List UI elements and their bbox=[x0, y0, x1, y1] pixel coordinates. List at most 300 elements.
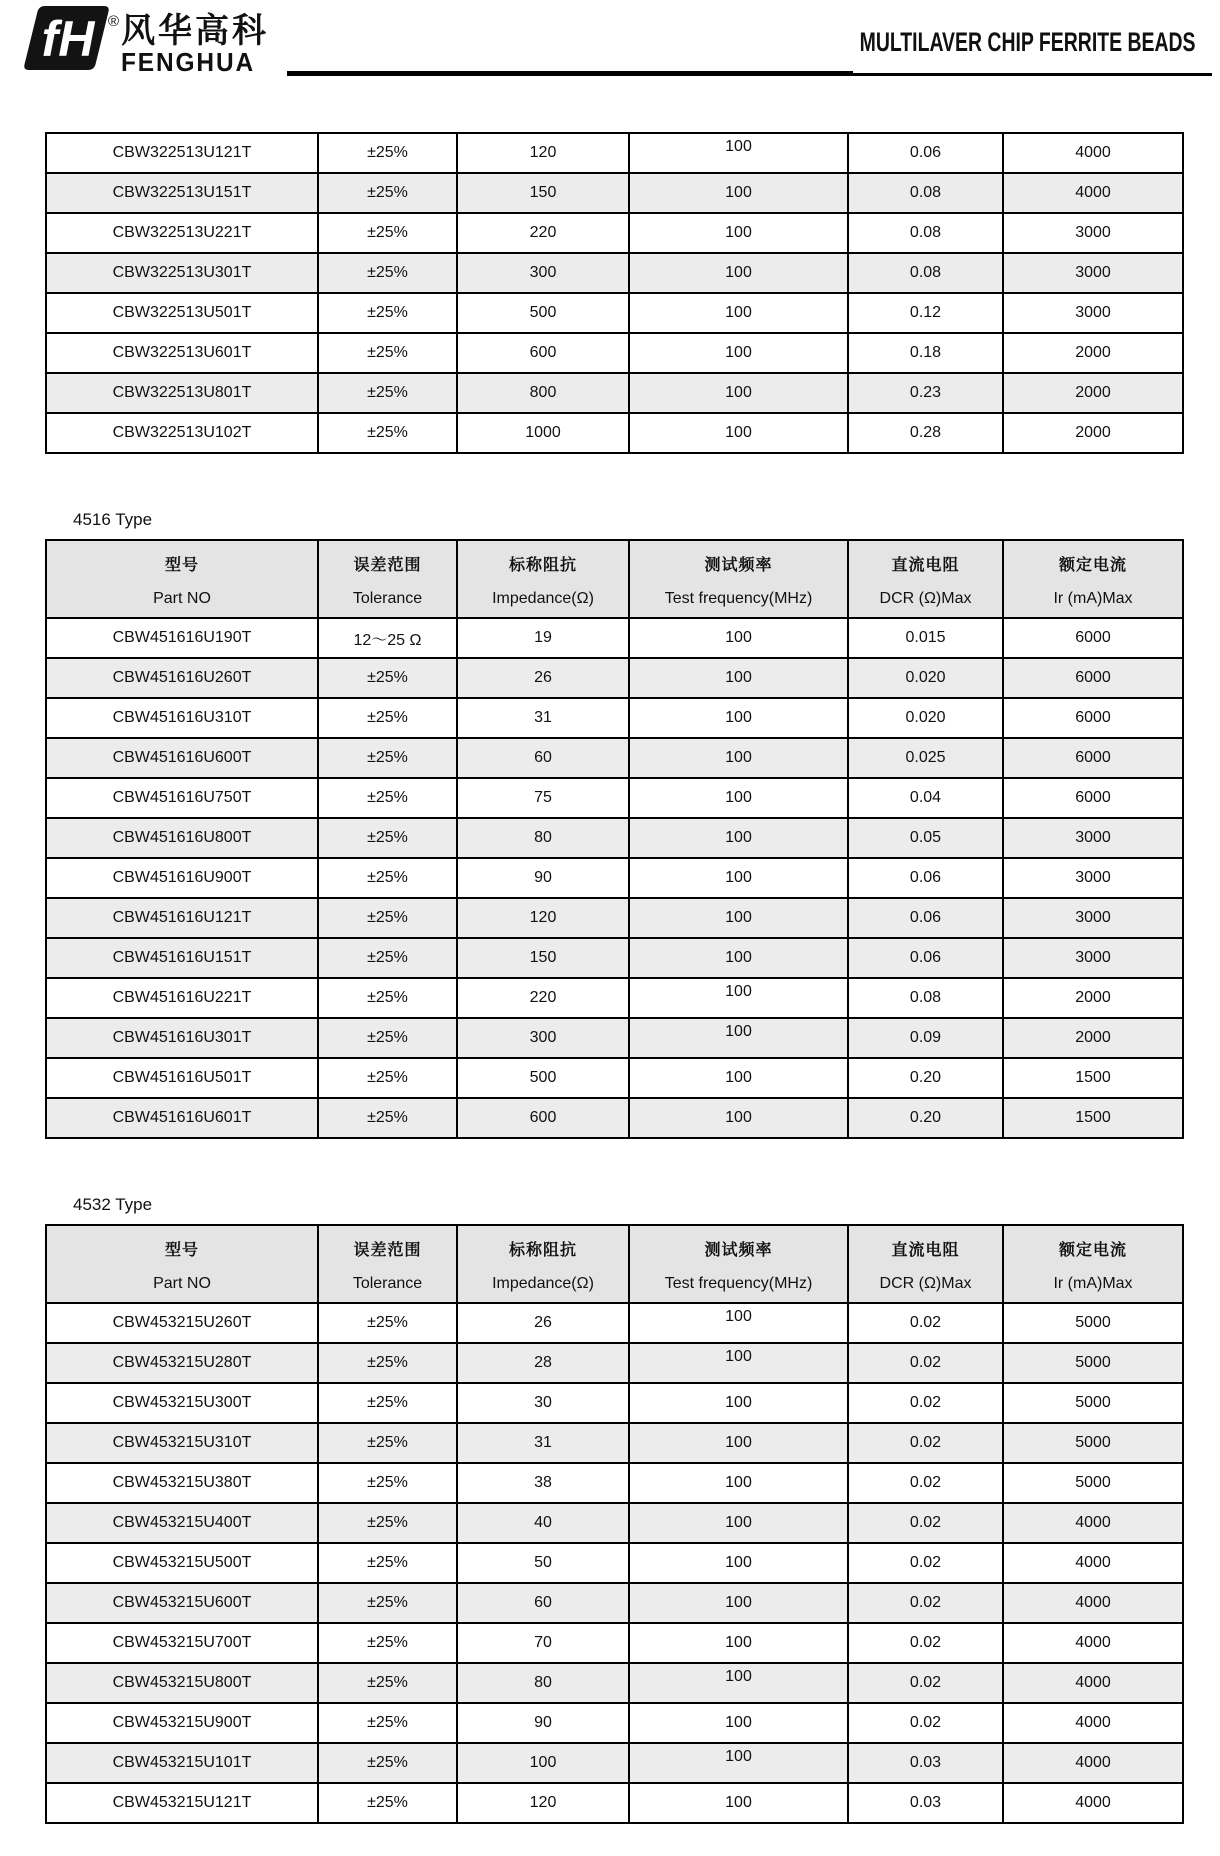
cell-tolerance bbox=[318, 1543, 457, 1583]
cell-impedance bbox=[457, 658, 629, 698]
cell-text: 100 bbox=[529, 1754, 557, 1771]
cell-text: 0.12 bbox=[909, 304, 942, 321]
cell-text: CBW322513U501T bbox=[112, 304, 252, 321]
cell-tolerance bbox=[318, 1503, 457, 1543]
cell-dcr bbox=[848, 253, 1003, 293]
cell-text: 2000 bbox=[1075, 424, 1111, 441]
cell-text: CBW451616U121T bbox=[112, 909, 252, 926]
cell-tolerance bbox=[318, 1663, 457, 1703]
cell-text: 100 bbox=[725, 1514, 752, 1531]
cell-text: 600 bbox=[529, 344, 557, 361]
cell-text: CBW322513U102T bbox=[112, 424, 252, 441]
cell-text: 100 bbox=[725, 1634, 752, 1651]
cell-tolerance bbox=[318, 1343, 457, 1383]
cell-text: 4000 bbox=[1075, 1514, 1111, 1531]
cell-ir bbox=[1003, 978, 1183, 1018]
cell-frequency bbox=[629, 373, 848, 413]
col-header-chinese: 误差范围 bbox=[353, 557, 422, 574]
table-row bbox=[46, 1303, 1183, 1343]
brand-name-chinese: 风华高科 bbox=[121, 12, 270, 50]
cell-part bbox=[46, 1423, 318, 1463]
cell-tolerance bbox=[318, 1098, 457, 1138]
cell-part bbox=[46, 938, 318, 978]
cell-impedance bbox=[457, 1503, 629, 1543]
cell-frequency bbox=[629, 133, 848, 173]
cell-impedance bbox=[457, 1783, 629, 1823]
cell-text: 4000 bbox=[1075, 144, 1111, 161]
table-row bbox=[46, 898, 1183, 938]
cell-impedance bbox=[457, 253, 629, 293]
cell-text: 300 bbox=[529, 264, 557, 281]
cell-text: 0.03 bbox=[909, 1794, 942, 1811]
cell-text: 4000 bbox=[1075, 1714, 1111, 1731]
svg-text:fH: fH bbox=[41, 11, 95, 67]
cell-dcr bbox=[848, 333, 1003, 373]
column-header-row bbox=[46, 540, 1183, 618]
cell-text: ±25% bbox=[367, 1514, 408, 1531]
cell-text: 26 bbox=[534, 1314, 552, 1331]
cell-tolerance bbox=[318, 373, 457, 413]
cell-tolerance bbox=[318, 1303, 457, 1343]
cell-ir bbox=[1003, 658, 1183, 698]
cell-ir bbox=[1003, 213, 1183, 253]
cell-text: 3000 bbox=[1075, 869, 1111, 886]
cell-frequency bbox=[629, 1383, 848, 1423]
cell-text: 0.02 bbox=[909, 1474, 942, 1491]
cell-ir bbox=[1003, 738, 1183, 778]
cell-dcr bbox=[848, 1303, 1003, 1343]
cell-ir bbox=[1003, 1303, 1183, 1343]
cell-ir bbox=[1003, 938, 1183, 978]
cell-text: 1500 bbox=[1075, 1109, 1111, 1126]
spec-table-4516 bbox=[45, 539, 1184, 1139]
cell-dcr bbox=[848, 1463, 1003, 1503]
cell-part bbox=[46, 373, 318, 413]
cell-text: 100 bbox=[725, 184, 752, 201]
cell-text: 100 bbox=[725, 424, 752, 441]
cell-impedance bbox=[457, 978, 629, 1018]
table-row bbox=[46, 698, 1183, 738]
cell-frequency bbox=[629, 1343, 848, 1383]
cell-text: ±25% bbox=[367, 1314, 408, 1331]
cell-part bbox=[46, 1663, 318, 1703]
cell-text: ±25% bbox=[367, 424, 408, 441]
cell-ir bbox=[1003, 1423, 1183, 1463]
col-header-english: Test frequency(MHz) bbox=[664, 590, 813, 607]
table-row bbox=[46, 618, 1183, 658]
cell-text: 28 bbox=[534, 1354, 552, 1371]
cell-impedance bbox=[457, 698, 629, 738]
cell-part bbox=[46, 1783, 318, 1823]
cell-text: 100 bbox=[725, 1794, 752, 1811]
col-header-chinese: 额定电流 bbox=[1058, 557, 1127, 574]
cell-impedance bbox=[457, 1423, 629, 1463]
cell-text: 30 bbox=[534, 1394, 552, 1411]
cell-text: 0.02 bbox=[909, 1434, 942, 1451]
col-header-ir bbox=[1003, 1225, 1183, 1303]
cell-text: 90 bbox=[534, 869, 552, 886]
col-header-dcr bbox=[848, 540, 1003, 618]
cell-impedance bbox=[457, 1463, 629, 1503]
cell-ir bbox=[1003, 1098, 1183, 1138]
cell-part bbox=[46, 778, 318, 818]
cell-text: CBW453215U300T bbox=[112, 1394, 252, 1411]
cell-text: 100 bbox=[725, 264, 752, 281]
cell-ir bbox=[1003, 173, 1183, 213]
cell-text: 70 bbox=[534, 1634, 552, 1651]
cell-text: 100 bbox=[725, 1023, 752, 1040]
cell-dcr bbox=[848, 1543, 1003, 1583]
cell-frequency bbox=[629, 1583, 848, 1623]
cell-text: ±25% bbox=[367, 1109, 408, 1126]
cell-ir bbox=[1003, 1543, 1183, 1583]
table-row bbox=[46, 1703, 1183, 1743]
table-row bbox=[46, 1058, 1183, 1098]
col-header-chinese: 标称阻抗 bbox=[508, 1242, 577, 1259]
table-row bbox=[46, 1743, 1183, 1783]
col-header-chinese: 型号 bbox=[164, 557, 199, 574]
cell-text: 40 bbox=[534, 1514, 552, 1531]
cell-text: 100 bbox=[725, 909, 752, 926]
cell-text: ±25% bbox=[367, 1634, 408, 1651]
col-header-impedance bbox=[457, 1225, 629, 1303]
cell-text: 3000 bbox=[1075, 304, 1111, 321]
cell-impedance bbox=[457, 1623, 629, 1663]
table-row bbox=[46, 938, 1183, 978]
cell-text: 0.09 bbox=[909, 1029, 942, 1046]
cell-text: 60 bbox=[534, 1594, 552, 1611]
header-rule-thin bbox=[853, 73, 1212, 76]
cell-part bbox=[46, 618, 318, 658]
cell-text: ±25% bbox=[367, 949, 408, 966]
cell-tolerance bbox=[318, 1783, 457, 1823]
cell-text: 0.02 bbox=[909, 1634, 942, 1651]
cell-text: 500 bbox=[529, 1069, 557, 1086]
col-header-chinese: 直流电阻 bbox=[891, 557, 960, 574]
cell-part bbox=[46, 978, 318, 1018]
cell-text: CBW322513U301T bbox=[112, 264, 252, 281]
document-title: MULTILAVER CHIP FERRITE BEADS bbox=[860, 27, 1196, 57]
cell-text: 3000 bbox=[1075, 949, 1111, 966]
column-header-row bbox=[46, 1225, 1183, 1303]
cell-ir bbox=[1003, 1463, 1183, 1503]
cell-text: ±25% bbox=[367, 384, 408, 401]
col-header-chinese: 测试频率 bbox=[704, 557, 773, 574]
table-row bbox=[46, 1423, 1183, 1463]
col-header-frequency bbox=[629, 1225, 848, 1303]
cell-part bbox=[46, 1623, 318, 1663]
cell-dcr bbox=[848, 1583, 1003, 1623]
cell-text: 120 bbox=[529, 1794, 557, 1811]
cell-text: 31 bbox=[534, 1434, 552, 1451]
cell-text: ±25% bbox=[367, 184, 408, 201]
cell-text: CBW322513U151T bbox=[112, 184, 252, 201]
cell-impedance bbox=[457, 1018, 629, 1058]
cell-text: ±25% bbox=[367, 1474, 408, 1491]
cell-dcr bbox=[848, 818, 1003, 858]
cell-text: ±25% bbox=[367, 264, 408, 281]
table-row bbox=[46, 293, 1183, 333]
spec-tables-container bbox=[45, 132, 1182, 1854]
cell-text: 0.20 bbox=[909, 1069, 942, 1086]
table-row bbox=[46, 413, 1183, 453]
registered-trademark-symbol: ® bbox=[108, 13, 120, 30]
cell-text: CBW451616U190T bbox=[112, 629, 252, 646]
cell-text: ±25% bbox=[367, 1714, 408, 1731]
cell-text: CBW322513U121T bbox=[112, 144, 252, 161]
cell-text: CBW451616U750T bbox=[112, 789, 252, 806]
cell-text: 3000 bbox=[1075, 909, 1111, 926]
cell-part bbox=[46, 1383, 318, 1423]
cell-part bbox=[46, 698, 318, 738]
col-header-english: Part NO bbox=[153, 1275, 211, 1292]
cell-text: 0.020 bbox=[905, 669, 946, 686]
cell-text: ±25% bbox=[367, 1029, 408, 1046]
cell-ir bbox=[1003, 1703, 1183, 1743]
cell-text: 60 bbox=[534, 749, 552, 766]
cell-text: 0.020 bbox=[905, 709, 946, 726]
cell-impedance bbox=[457, 1098, 629, 1138]
cell-text: ±25% bbox=[367, 829, 408, 846]
cell-text: 0.08 bbox=[909, 989, 942, 1006]
cell-impedance bbox=[457, 818, 629, 858]
table-row bbox=[46, 1543, 1183, 1583]
table-row bbox=[46, 1663, 1183, 1703]
cell-text: 31 bbox=[534, 709, 552, 726]
cell-part bbox=[46, 293, 318, 333]
cell-text: 5000 bbox=[1075, 1354, 1111, 1371]
col-header-english: Tolerance bbox=[352, 1275, 423, 1292]
cell-text: 0.05 bbox=[909, 829, 942, 846]
cell-part bbox=[46, 1543, 318, 1583]
cell-text: 0.02 bbox=[909, 1354, 942, 1371]
cell-impedance bbox=[457, 1303, 629, 1343]
cell-tolerance bbox=[318, 1383, 457, 1423]
cell-frequency bbox=[629, 333, 848, 373]
col-header-english: Impedance(Ω) bbox=[492, 590, 594, 607]
cell-text: 800 bbox=[529, 384, 557, 401]
cell-text: ±25% bbox=[367, 669, 408, 686]
cell-text: 2000 bbox=[1075, 384, 1111, 401]
cell-tolerance bbox=[318, 213, 457, 253]
cell-dcr bbox=[848, 1503, 1003, 1543]
cell-text: CBW451616U301T bbox=[112, 1029, 252, 1046]
cell-tolerance bbox=[318, 898, 457, 938]
cell-text: ±25% bbox=[367, 304, 408, 321]
cell-dcr bbox=[848, 938, 1003, 978]
cell-dcr bbox=[848, 738, 1003, 778]
cell-text: 2000 bbox=[1075, 344, 1111, 361]
cell-text: CBW453215U700T bbox=[112, 1634, 252, 1651]
cell-impedance bbox=[457, 938, 629, 978]
cell-text: 1000 bbox=[525, 424, 561, 441]
cell-tolerance bbox=[318, 293, 457, 333]
cell-impedance bbox=[457, 1343, 629, 1383]
cell-text: 0.06 bbox=[909, 869, 942, 886]
cell-text: 2000 bbox=[1075, 1029, 1111, 1046]
cell-text: 120 bbox=[529, 144, 557, 161]
cell-dcr bbox=[848, 898, 1003, 938]
table-row bbox=[46, 1583, 1183, 1623]
col-header-tolerance bbox=[318, 540, 457, 618]
col-header-chinese: 额定电流 bbox=[1058, 1242, 1127, 1259]
cell-text: 220 bbox=[529, 989, 557, 1006]
cell-impedance bbox=[457, 373, 629, 413]
cell-impedance bbox=[457, 1543, 629, 1583]
cell-part bbox=[46, 1098, 318, 1138]
col-header-english: DCR (Ω)Max bbox=[879, 1275, 972, 1292]
cell-text: ±25% bbox=[367, 1394, 408, 1411]
cell-text: 120 bbox=[529, 909, 557, 926]
cell-dcr bbox=[848, 173, 1003, 213]
cell-frequency bbox=[629, 1463, 848, 1503]
cell-dcr bbox=[848, 1663, 1003, 1703]
cell-text: ±25% bbox=[367, 1794, 408, 1811]
cell-text: 0.08 bbox=[909, 224, 942, 241]
cell-text: 2000 bbox=[1075, 989, 1111, 1006]
cell-text: ±25% bbox=[367, 709, 408, 726]
col-header-english: Ir (mA)Max bbox=[1053, 590, 1133, 607]
cell-part bbox=[46, 1058, 318, 1098]
cell-text: CBW322513U801T bbox=[112, 384, 252, 401]
cell-ir bbox=[1003, 133, 1183, 173]
cell-text: 100 bbox=[725, 304, 752, 321]
cell-dcr bbox=[848, 133, 1003, 173]
cell-text: 0.03 bbox=[909, 1754, 942, 1771]
cell-tolerance bbox=[318, 1463, 457, 1503]
cell-text: ±25% bbox=[367, 1354, 408, 1371]
cell-text: 0.08 bbox=[909, 184, 942, 201]
cell-text: 0.02 bbox=[909, 1514, 942, 1531]
cell-ir bbox=[1003, 1503, 1183, 1543]
cell-part bbox=[46, 1703, 318, 1743]
cell-frequency bbox=[629, 173, 848, 213]
cell-text: 100 bbox=[725, 789, 752, 806]
col-header-english: Part NO bbox=[153, 590, 211, 607]
cell-frequency bbox=[629, 1623, 848, 1663]
cell-tolerance bbox=[318, 1423, 457, 1463]
cell-ir bbox=[1003, 333, 1183, 373]
cell-text: 220 bbox=[529, 224, 557, 241]
cell-frequency bbox=[629, 1018, 848, 1058]
cell-impedance bbox=[457, 293, 629, 333]
cell-text: 0.02 bbox=[909, 1594, 942, 1611]
cell-text: 0.04 bbox=[909, 789, 942, 806]
col-header-english: Tolerance bbox=[352, 590, 423, 607]
cell-dcr bbox=[848, 1018, 1003, 1058]
page-header bbox=[0, 0, 1220, 82]
table-row bbox=[46, 253, 1183, 293]
cell-text: 5000 bbox=[1075, 1434, 1111, 1451]
cell-part bbox=[46, 253, 318, 293]
table-row bbox=[46, 818, 1183, 858]
cell-part bbox=[46, 333, 318, 373]
cell-text: 0.015 bbox=[905, 629, 946, 646]
cell-text: 5000 bbox=[1075, 1394, 1111, 1411]
cell-dcr bbox=[848, 1343, 1003, 1383]
cell-frequency bbox=[629, 778, 848, 818]
cell-text: 100 bbox=[725, 869, 752, 886]
cell-frequency bbox=[629, 858, 848, 898]
cell-text: 50 bbox=[534, 1554, 552, 1571]
cell-tolerance bbox=[318, 938, 457, 978]
cell-dcr bbox=[848, 1623, 1003, 1663]
cell-frequency bbox=[629, 1743, 848, 1783]
cell-ir bbox=[1003, 293, 1183, 333]
table-row bbox=[46, 1783, 1183, 1823]
table-row bbox=[46, 1383, 1183, 1423]
cell-text: 100 bbox=[725, 1594, 752, 1611]
cell-frequency bbox=[629, 938, 848, 978]
col-header-part bbox=[46, 1225, 318, 1303]
cell-frequency bbox=[629, 738, 848, 778]
table-row bbox=[46, 1623, 1183, 1663]
cell-frequency bbox=[629, 1423, 848, 1463]
cell-ir bbox=[1003, 1583, 1183, 1623]
cell-dcr bbox=[848, 1058, 1003, 1098]
cell-part bbox=[46, 738, 318, 778]
cell-dcr bbox=[848, 778, 1003, 818]
cell-text: 4000 bbox=[1075, 1794, 1111, 1811]
cell-text: 3000 bbox=[1075, 264, 1111, 281]
cell-text: 4000 bbox=[1075, 1634, 1111, 1651]
cell-text: 0.08 bbox=[909, 264, 942, 281]
cell-ir bbox=[1003, 1343, 1183, 1383]
cell-text: 4000 bbox=[1075, 1554, 1111, 1571]
cell-impedance bbox=[457, 413, 629, 453]
cell-text: CBW453215U600T bbox=[112, 1594, 252, 1611]
cell-impedance bbox=[457, 133, 629, 173]
cell-text: 100 bbox=[725, 949, 752, 966]
table-row bbox=[46, 658, 1183, 698]
cell-text: 600 bbox=[529, 1109, 557, 1126]
cell-part bbox=[46, 1018, 318, 1058]
cell-text: 4000 bbox=[1075, 1754, 1111, 1771]
cell-text: ±25% bbox=[367, 789, 408, 806]
cell-part bbox=[46, 658, 318, 698]
cell-dcr bbox=[848, 413, 1003, 453]
table-row bbox=[46, 333, 1183, 373]
cell-frequency bbox=[629, 413, 848, 453]
cell-ir bbox=[1003, 1623, 1183, 1663]
cell-text: 300 bbox=[529, 1029, 557, 1046]
cell-ir bbox=[1003, 373, 1183, 413]
cell-dcr bbox=[848, 1703, 1003, 1743]
cell-frequency bbox=[629, 253, 848, 293]
table-row bbox=[46, 1463, 1183, 1503]
cell-text: CBW453215U260T bbox=[112, 1314, 252, 1331]
cell-dcr bbox=[848, 293, 1003, 333]
cell-text: 100 bbox=[725, 749, 752, 766]
cell-part bbox=[46, 818, 318, 858]
cell-impedance bbox=[457, 1703, 629, 1743]
cell-text: CBW451616U501T bbox=[112, 1069, 252, 1086]
cell-frequency bbox=[629, 1783, 848, 1823]
cell-ir bbox=[1003, 778, 1183, 818]
cell-text: 100 bbox=[725, 1474, 752, 1491]
cell-text: 4000 bbox=[1075, 1674, 1111, 1691]
table-row bbox=[46, 213, 1183, 253]
cell-text: ±25% bbox=[367, 344, 408, 361]
table-row bbox=[46, 1503, 1183, 1543]
header-rule-thick bbox=[287, 71, 853, 76]
cell-text: 100 bbox=[725, 1714, 752, 1731]
cell-text: CBW453215U280T bbox=[112, 1354, 252, 1371]
cell-text: CBW453215U900T bbox=[112, 1714, 252, 1731]
cell-impedance bbox=[457, 1383, 629, 1423]
cell-text: 0.28 bbox=[909, 424, 942, 441]
cell-text: 0.23 bbox=[909, 384, 942, 401]
